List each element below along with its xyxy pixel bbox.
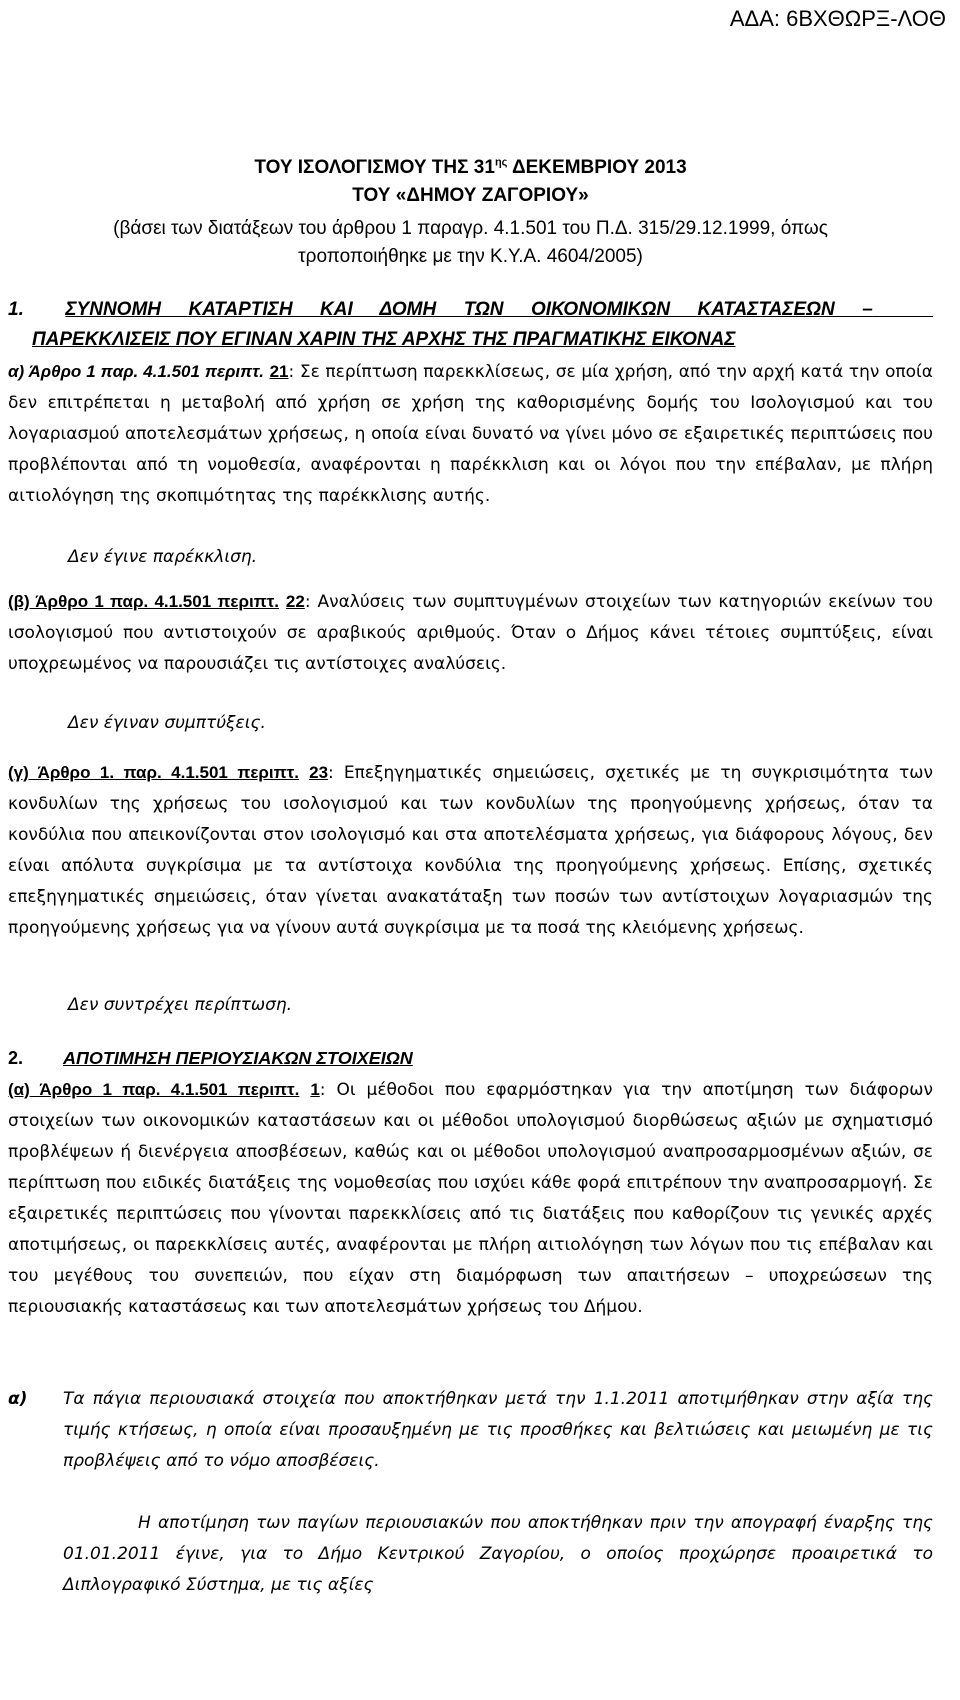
section1-b-label: (β) Άρθρο 1 παρ. 4.1.501 περιπτ. (8, 592, 280, 611)
section1-c-number: 23 (309, 763, 329, 782)
section1-a-note: Δεν έγινε παρέκκλιση. (68, 547, 258, 567)
section2-list-item-a-label: α) (8, 1389, 28, 1409)
section1-title-line1 (8, 295, 933, 325)
section2-list-item-a-para2: Η αποτίμηση των παγίων περιουσιακών που αποκτήθηκαν πριν την απογραφή έναρξης της 01.01.2011 έγινε, για το Δήμο Κεντρικού Ζαγορίου, ο οποίος προχώρησε προαιρετικά το Διπλογραφικό Σύστημα, με τις αξίες (63, 1513, 933, 1595)
section1-b-number: 22 (285, 592, 305, 611)
section1-b-text: : Αναλύσεις των συμπτυγμένων στοιχείων των κατηγοριών εκείνων του ισολογισμού που αντιστοιχούν σε αραβικούς αριθμούς. Όταν ο Δήμος κάνει τέτοιες συμπτύξεις, είναι υποχρεωμένος να παρουσιάζει τις αντίστοιχες αναλύσεις. (8, 592, 933, 674)
section2-number: 2. (8, 1048, 24, 1068)
section1-title-text1: ΣΥΝΝΟΜΗ ΚΑΤΑΡΤΙΣΗ ΚΑΙ ΔΟΜΗ ΤΩΝ ΟΙΚΟΝΟΜΙΚΩΝ ΚΑΤΑΣΤΑΣΕΩΝ – (65, 299, 873, 320)
section2-a-text: : Οι μέθοδοι που εφαρμόστηκαν για την αποτίμηση των διάφορων στοιχείων των οικονομικών καταστάσεων και οι μέθοδοι υπολογισμού διορθώσεως αξιών με σχηματισμό προβλέψεων ή διενέργεια αποσβέσεων, καθώς και οι μέθοδοι υπολογισμού αναπροσαρμοσμένων αξιών, σε περίπτωση που ειδικές διατάξεις της νομοθεσίας που ισχύει κάθε φορά επιτρέπουν την αναπροσαρμογή. Σε εξαιρετικές περιπτώσεις που γίνονται παρεκκλίσεις από τις διατάξεις που καθορίζουν τις γενικές αρχές αποτιμήσεως, οι παρεκκλίσεις αυτές, αναφέρονται με πλήρη αιτιολόγηση των λόγων που τις επέβαλαν και του μεγέθους του συνεπειών, που είχαν στη διαμόρφωση των απαιτήσεων – υποχρεώσεων της περιουσιακής καταστάσεως και των αποτελεσμάτων χρήσεως του Δήμου. (8, 1080, 933, 1317)
section1-a-number: 21 (269, 362, 289, 381)
section1-c-label: (γ) Άρθρο 1. παρ. 4.1.501 περιπτ. (8, 763, 299, 782)
section1-a-label: α) Άρθρο 1 παρ. 4.1.501 περιπτ. (8, 362, 264, 381)
header-legal-basis-line1: (βάσει των διατάξεων του άρθρου 1 παραγρ. 4.1.501 του Π.Δ. 315/29.12.1999, όπως (113, 218, 828, 239)
section2-list-item-a-text: Τα πάγια περιουσιακά στοιχεία που αποκτήθηκαν μετά την 1.1.2011 αποτιμήθηκαν στην αξία της τιμής κτήσεως, η οποία είναι προσαυξημένη με τις προσθήκες και βελτιώσεις και μειωμένη με τις προβλέψεις από το νόμο αποσβέσεις. (63, 1389, 933, 1471)
header-legal-basis-line2: τροποποιήθηκε με την Κ.Υ.Α. 4604/2005) (298, 246, 643, 267)
section1-item-c (8, 757, 933, 944)
section2-a-label: (α) Άρθρο 1 παρ. 4.1.501 περιπτ. (8, 1080, 300, 1099)
section1-title-line2: ΠΑΡΕΚΚΛΙΣΕΙΣ ΠΟΥ ΕΓΙΝΑΝ ΧΑΡΙΝ ΤΗΣ ΑΡΧΗΣ ΤΗΣ ΠΡΑΓΜΑΤΙΚΗΣ ΕΙΚΟΝΑΣ (32, 329, 736, 350)
header-title-line1 (8, 154, 933, 182)
ada-code: ΑΔΑ: 6ΒΧΘΩΡΞ-ΛΟΘ (729, 6, 946, 31)
section1-a-text: : Σε περίπτωση παρεκκλίσεως, σε μία χρήση, από την αρχή κατά την οποία δεν επιτρέπεται η μεταβολή από χρήση σε χρήση της καθορισμένης δομής του Ισολογισμού και του λογαριασμού αποτελεσμάτων χρήσεως, η οποία είναι δυνατό να γίνει μόνο σε εξαιρετικές περιπτώσεις που προβλέπονται από τη νομοθεσία, αναφέρονται η παρέκκλιση και οι λόγοι που την επέβαλαν, με πλήρη αιτιολόγηση της σκοπιμότητας της παρέκκλισης αυτής. (8, 362, 933, 506)
section2-title (8, 1043, 933, 1074)
header-line1-date: ΔΕΚΕΜΒΡΙΟΥ 2013 (507, 157, 687, 178)
header-superscript: ης (494, 156, 508, 169)
section1-b-note: Δεν έγιναν συμπτύξεις. (68, 713, 266, 733)
section1-item-a (8, 356, 933, 512)
section2-item-a (8, 1074, 933, 1323)
header-line1-text: ΤΟΥ ΙΣΟΛΟΓΙΣΜΟΥ ΤΗΣ 31 (254, 157, 495, 178)
section2-title-text: ΑΠΟΤΙΜΗΣΗ ΠΕΡΙΟΥΣΙΑΚΩΝ ΣΤΟΙΧΕΙΩΝ (63, 1048, 413, 1068)
header-title-line2: ΤΟΥ «ΔΗΜΟΥ ΖΑΓΟΡΙΟΥ» (352, 185, 589, 206)
section2-a-number: 1 (310, 1080, 320, 1099)
section1-item-b (8, 586, 933, 680)
section1-number: 1. (8, 299, 24, 320)
section1-c-note: Δεν συντρέχει περίπτωση. (68, 995, 293, 1015)
section1-c-text: : Επεξηγηματικές σημειώσεις, σχετικές με τη συγκρισιμότητα των κονδυλίων της χρήσεως του ισολογισμού και των κονδυλίων της προηγούμενης χρήσεως, όταν τα κονδύλια που απεικονίζονται στον ισολογισμό και στα αποτελέσματα χρήσεως, για διάφορους λόγους, δεν είναι απόλυτα συγκρίσιμα με τα αντίστοιχα κονδύλια της προηγούμενης χρήσεως. Επίσης, σχετικές επεξηγηματικές σημειώσεις, όταν γίνεται ανακατάταξη των ποσών των αντίστοιχων λογαριασμών της προηγούμενης χρήσεως για να γίνουν αυτά συγκρίσιμα με τα ποσά της κλειόμενης χρήσεως. (8, 763, 934, 938)
section2-list-item-a (8, 1384, 933, 1477)
